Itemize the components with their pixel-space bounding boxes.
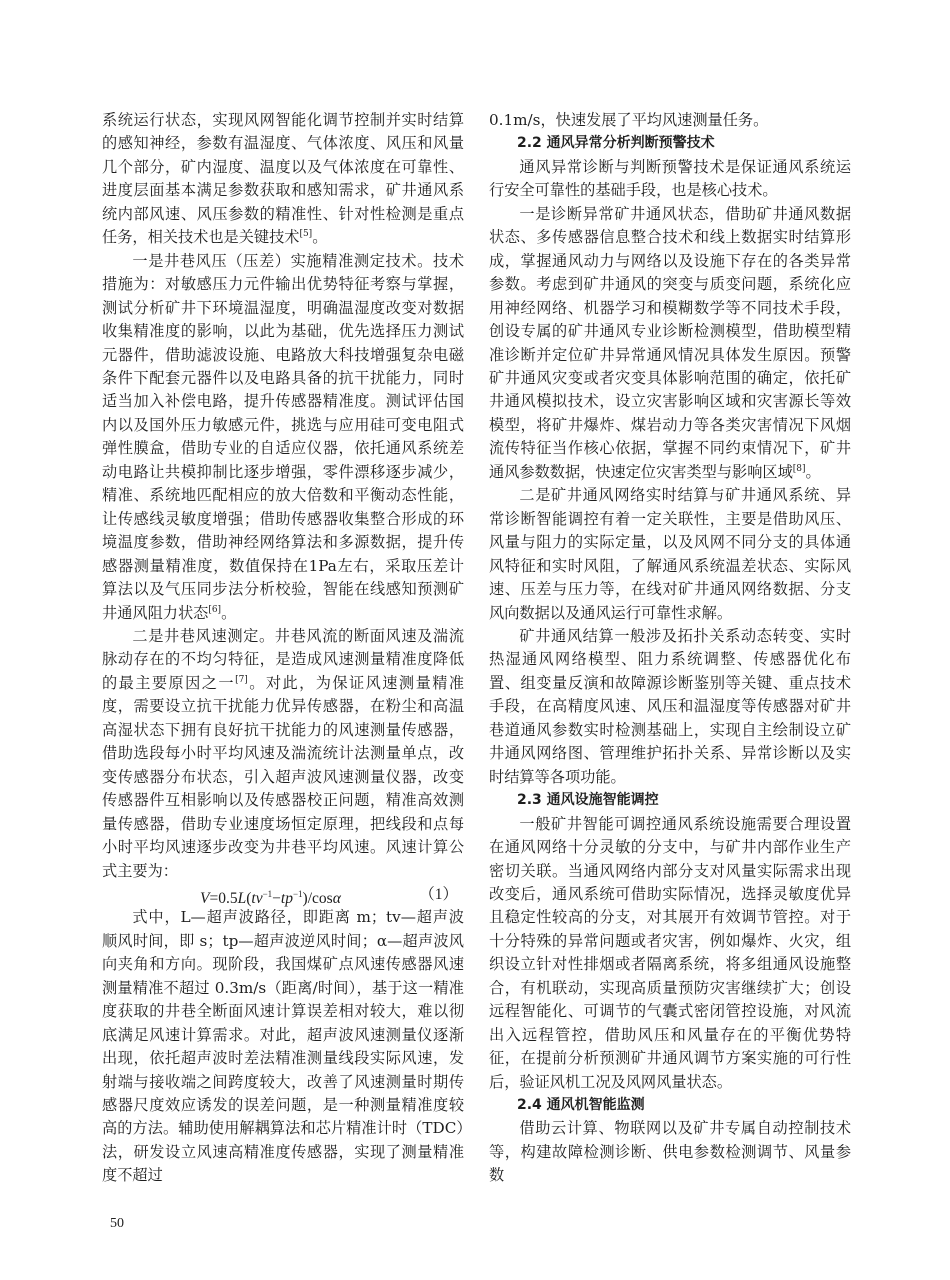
formula-expression: $V=0.5L(tv^{-1}-tp^{-1})$/cosα <box>200 888 341 908</box>
paragraph: 0.1m/s，快速发展了平均风速测量任务。 <box>489 111 769 129</box>
citation[interactable]: [6] <box>208 604 222 615</box>
paragraph: 一是诊断异常矿井通风状态，借助矿井通风数据状态、多传感器信息整合技术和线上数据实时结算形成，掌握通风动力与网络以及设施下存在的各类异常参数。考虑到矿井通风的突变与质变问题，系统化应用神经网络、机器学习和模糊数学等不同技术手段，创设专属的矿井通风专业诊断检测模型，借助模型精准诊断并定位矿井异常通风情况具体发生原因。预警矿井通风灾变或者灾变具体影响范围的确定，依托矿井通风模拟技术，设立灾害影响区域和灾害源长等效模型，将矿井爆炸、煤岩动力等各类灾害情况下风烟流传特征当作核心依据，掌握不同约束情况下，矿井通风参数数据，快速定位灾害类型与影响区域[8]。 <box>489 204 851 481</box>
citation[interactable]: [8] <box>792 463 806 474</box>
citation[interactable]: [7] <box>235 674 248 685</box>
paragraph: 二是井巷风速测定。井巷风流的断面风速及湍流脉动存在的不均匀特征，是造成风速测量精准度降低的最主要原因之一[7]。对此，为保证风速测量精准度，需要设立抗干扰能力优异传感器，在粉尘和高温高湿状态下拥有良好抗干扰能力的风速测量传感器，借助选段每小时平均风速及湍流统计法测量单点，改变传感器分布状态，引入超声波风速测量仪器，改变传感器件互相影响以及传感器校正问题，精准高效测量传感器，借助专业速度场恒定原理，把线段和点每小时平均风速逐步改变为井巷平均风速。风速计算公式主要为： <box>102 626 465 880</box>
section-heading: 2.4 通风机智能监测 <box>517 1097 645 1114</box>
paragraph: 二是矿井通风网络实时结算与矿井通风系统、异常诊断智能调控有着一定关联性，主要是借助风压、风量与阻力的实际定量，以及风网不同分支的具体通风特征和实时风阻，了解通风系统温差状态、实际风速、压差与压力等，在线对矿井通风网络数据、分支风向数据以及通风运行可靠性求解。 <box>489 486 851 622</box>
paragraph: 系统运行状态，实现风网智能化调节控制并实时结算的感知神经，参数有温湿度、气体浓度、风压和风量几个部分，矿内湿度、温度以及气体浓度在可靠性、进度层面基本满足参数获取和感知需求，矿井通风系统内部风速、风压参数的精准性、针对性检测是重点任务，相关技术也是关键技术[5]。 <box>102 111 464 247</box>
paragraph: 借助云计算、物联网以及矿井专属自动控制技术等，构建故障检测诊断、供电参数检测调节、风量参数 <box>489 1119 851 1185</box>
paragraph: 矿井通风结算一般涉及拓扑关系动态转变、实时热湿通风网络模型、阻力系统调整、传感器优化布置、组变量反演和故障源诊断鉴别等关键、重点技术手段，在高精度风速、风压和温湿度等传感器对矿井巷道通风参数实时检测基础上，实现自主绘制设立矿井通风网络图、管理维护拓扑关系、异常诊断以及实时结算等各项功能。 <box>489 626 851 786</box>
paragraph: 一是井巷风压（压差）实施精准测定技术。技术措施为：对敏感压力元件输出优势特征考察与掌握，测试分析矿井下环境温湿度，明确温湿度改变对数据收集精准度的影响，以此为基础，优先选择压力测试元器件，借助滤波设施、电路放大科技增强复杂电磁条件下配套元器件以及电路具备的抗干扰能力，同时适当加入补偿电路，提升传感器精准度。测试评估国内以及国外压力敏感元件，挑选与应用硅可变电阻式弹性膜盒，借助专业的自适应仪器，依托通风系统差动电路让共模抑制比逐步增强，零件漂移逐步减少，精准、系统地匹配相应的放大倍数和平衡动态性能，让传感线灵敏度增强；借助传感器收集整合形成的环境温度参数，借助神经网络算法和多源数据，提升传感器测量精准度，数值保持在1Pa左右，采取压差计算法以及气压同步法分析校验，智能在线感知预测矿井通风阻力状态[6]。 <box>102 251 464 622</box>
citation[interactable]: [5] <box>299 229 313 240</box>
wind-speed-formula <box>102 883 464 906</box>
right-column <box>489 109 851 1188</box>
section-heading: 2.2 通风异常分析判断预警技术 <box>517 135 715 152</box>
paragraph: 式中，L—超声波路径，即距离 m；tv—超声波顺风时间，即 s；tp—超声波逆风时间；α—超声波风向夹角和方向。现阶段，我国煤矿点风速传感器风速测量精准不超过 0.3m/s（距离/时间），基于这一精准度获取的井巷全断面风速计算误差相对较大，难以彻底满足风速计算需求。对此，超声波风速测量仪逐渐出现，依托超声波时差法精准测量线段实际风速，发射端与接收端之间跨度较大，改善了风速测量时期传感器尺度效应诱发的误差问题，是一种测量精准度较高的方法。辅助使用解耦算法和芯片精准计时（TDC）法，研发设立风速高精准度传感器，实现了测量精准度不超过 <box>102 908 464 1185</box>
section-heading: 2.3 通风设施智能调控 <box>517 792 659 809</box>
paragraph: 一般矿井智能可调控通风系统设施需要合理设置在通风网络十分灵敏的分支中，与矿井内部作业生产密切关联。当通风网络内部分支对风量实际需求出现改变后，通风系统可借助实际情况，选择灵敏度优异且稳定性较高的分支，对其展开有效调节管控。对于十分特殊的异常问题或者灾害，例如爆炸、火灾，组织设立针对性排烟或者隔离系统，将多组通风设施整合，有机联动，实现高质量预防灾害继续扩大；创设远程智能化、可调节的气囊式密闭管控设施，对风流出入远程管控，借助风压和风量存在的平衡优势特征，在提前分析预测矿井通风调节方案实施的可行性后，验证风机工况及风网风量状态。 <box>489 814 851 1091</box>
paragraph: 通风异常诊断与判断预警技术是保证通风系统运行安全可靠性的基础手段，也是核心技术。 <box>489 157 851 200</box>
page-number: 50 <box>110 1216 124 1231</box>
formula-number: （1） <box>419 885 458 903</box>
left-column <box>102 109 464 1188</box>
